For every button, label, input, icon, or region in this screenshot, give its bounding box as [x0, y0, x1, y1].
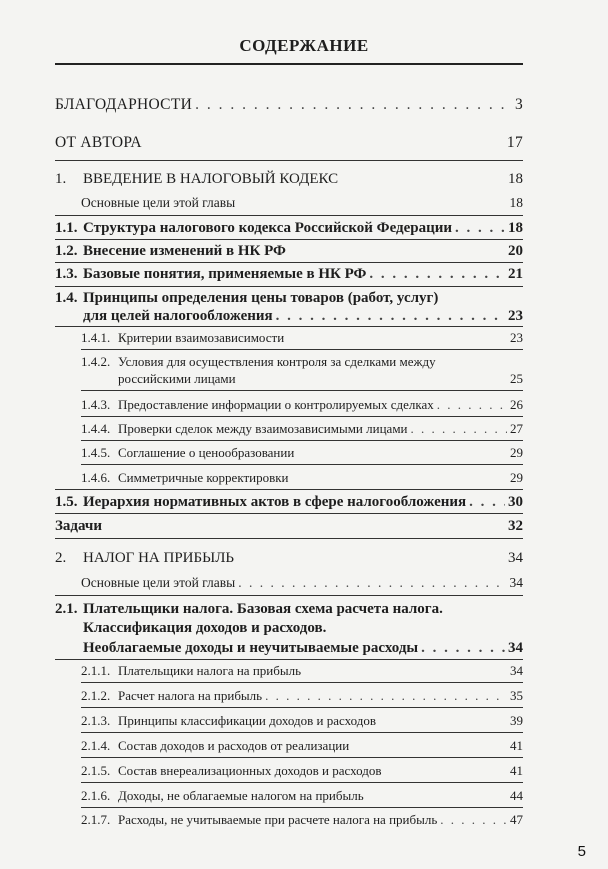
chapter-label: НАЛОГ НА ПРИБЫЛЬ — [83, 550, 234, 566]
divider — [55, 239, 523, 240]
divider — [81, 390, 523, 391]
subsection-number: 2.1.4. — [81, 738, 111, 753]
subsection-number: 1.4.4. — [81, 421, 111, 436]
toc-chapter-2[interactable] — [55, 550, 523, 567]
subsection-number: 2.1.3. — [81, 713, 111, 728]
section-page: 21 — [508, 266, 523, 282]
subsection-label-line2: российскими лицами — [118, 371, 236, 386]
subsection-label: Расчет налога на прибыль — [118, 688, 263, 703]
divider — [81, 440, 523, 441]
subsection-number: 2.1.6. — [81, 788, 111, 803]
section-number: 1.5. — [55, 494, 78, 510]
toc-section-2-1-cont2[interactable] — [83, 640, 523, 657]
subsection-number: 1.4.2. — [81, 354, 111, 369]
subsection-page: 35 — [510, 688, 523, 703]
toc-section-1-5[interactable] — [55, 494, 523, 511]
section-number: 1.1. — [55, 220, 78, 236]
toc-entry-chapter2-goals[interactable] — [81, 575, 523, 591]
subsection-label: Доходы, не облагаемые налогом на прибыль — [118, 788, 364, 803]
entry-page: 3 — [514, 96, 523, 113]
section-label-line3: Необлагаемые доходы и неучитываемые расходы — [83, 640, 419, 656]
subsection-page: 41 — [510, 738, 523, 753]
subsection-page: 23 — [510, 330, 523, 345]
divider — [81, 682, 523, 683]
divider — [81, 707, 523, 708]
dot-leader — [238, 575, 506, 591]
section-page: 34 — [508, 640, 523, 656]
dot-leader — [421, 640, 505, 657]
divider — [55, 262, 523, 263]
subsection-label: Расходы, не учитываемые при расчете налога на прибыль — [118, 812, 438, 827]
subsection-page: 25 — [510, 371, 523, 386]
section-label: Структура налогового кодекса Российской Федерации — [83, 220, 453, 236]
dot-leader — [469, 494, 505, 511]
toc-section-1-3[interactable] — [55, 266, 523, 283]
dot-leader — [276, 308, 505, 325]
dot-leader — [411, 421, 508, 437]
divider — [55, 215, 523, 216]
toc-section-1-1[interactable] — [55, 220, 523, 237]
toc-entry-acknowledgements[interactable] — [55, 96, 523, 114]
section-label: Базовые понятия, применяемые в НК РФ — [83, 266, 367, 282]
dot-leader — [437, 397, 507, 413]
divider — [81, 732, 523, 733]
title-rule — [55, 63, 523, 65]
chapter-number: 2. — [55, 550, 67, 566]
entry-label: БЛАГОДАРНОСТИ — [55, 96, 193, 113]
section-number: 1.2. — [55, 243, 78, 259]
chapter-page: 34 — [508, 550, 523, 566]
subsection-number: 2.1.1. — [81, 663, 111, 678]
subsection-page: 41 — [510, 763, 523, 778]
subsection-label: Плательщики налога на прибыль — [118, 663, 302, 678]
subsection-page: 26 — [510, 397, 523, 412]
subsection-label: Принципы классификации доходов и расходов — [118, 713, 377, 728]
divider — [81, 757, 523, 758]
dot-leader — [369, 266, 505, 283]
subsection-label: Соглашение о ценообразовании — [118, 445, 295, 460]
toc-section-2-1[interactable] — [55, 601, 523, 618]
divider — [55, 595, 523, 596]
toc-section-1-4[interactable] — [55, 290, 523, 307]
subsection-number: 1.4.6. — [81, 470, 111, 485]
divider — [81, 464, 523, 465]
dot-leader — [265, 688, 507, 704]
entry-page: 18 — [509, 195, 523, 210]
chapter-page: 18 — [508, 171, 523, 187]
subsection-number: 1.4.1. — [81, 330, 111, 345]
divider — [55, 489, 523, 490]
section-number: 1.4. — [55, 290, 78, 306]
subsection-label: Проверки сделок между взаимозависимыми лицами — [118, 421, 408, 436]
toc-entry-tasks[interactable] — [55, 518, 523, 535]
toc-subsection-2-1-6[interactable] — [81, 788, 523, 804]
divider — [55, 538, 523, 539]
subsection-label-line1: Условия для осуществления контроля за сделками между — [118, 354, 436, 369]
entry-page: 32 — [508, 518, 523, 534]
toc-entry-author-note[interactable] — [55, 134, 523, 152]
subsection-label: Состав доходов и расходов от реализации — [118, 738, 350, 753]
section-label-line2: для целей налогообложения — [83, 308, 273, 324]
divider — [55, 513, 523, 514]
divider — [81, 349, 523, 350]
subsection-label: Предоставление информации о контролируемых сделках — [118, 397, 434, 412]
section-page: 23 — [508, 308, 523, 324]
divider — [55, 286, 523, 287]
subsection-label: Состав внереализационных доходов и расходов — [118, 763, 382, 778]
entry-label: ОТ АВТОРА — [55, 134, 142, 151]
toc-section-1-4-cont[interactable] — [83, 308, 523, 325]
toc-chapter-1[interactable] — [55, 171, 523, 188]
subsection-page: 29 — [510, 445, 523, 460]
subsection-page: 39 — [510, 713, 523, 728]
toc-subsection-2-1-3[interactable] — [81, 713, 523, 729]
dot-leader — [195, 96, 512, 114]
subsection-number: 2.1.2. — [81, 688, 111, 703]
toc-subsection-1-4-5[interactable] — [81, 445, 523, 461]
subsection-page: 47 — [510, 812, 523, 827]
entry-page: 17 — [506, 134, 523, 151]
dot-leader — [455, 220, 505, 237]
subsection-label: Симметричные корректировки — [118, 470, 289, 485]
toc-section-1-2[interactable] — [55, 243, 523, 260]
section-page: 30 — [508, 494, 523, 510]
toc-subsection-1-4-1[interactable] — [81, 330, 523, 346]
toc-section-2-1-cont1[interactable] — [83, 620, 523, 637]
entry-label: Задачи — [55, 518, 103, 534]
section-number: 2.1. — [55, 601, 78, 617]
section-label: Иерархия нормативных актов в сфере налогообложения — [83, 494, 467, 510]
entry-label: Основные цели этой главы — [81, 575, 236, 590]
toc-subsection-2-1-2[interactable] — [81, 688, 523, 704]
section-page: 18 — [508, 220, 523, 236]
toc-subsection-1-4-6[interactable] — [81, 470, 523, 486]
divider — [81, 782, 523, 783]
chapter-number: 1. — [55, 171, 67, 187]
page-title: СОДЕРЖАНИЕ — [239, 36, 369, 55]
page-number: 5 — [577, 843, 586, 860]
toc-subsection-2-1-7[interactable] — [81, 812, 523, 828]
section-label: Внесение изменений в НК РФ — [83, 243, 286, 259]
subsection-page: 44 — [510, 788, 523, 803]
section-label-line1: Принципы определения цены товаров (работ, услуг) — [83, 290, 439, 306]
section-label-line2: Классификация доходов и расходов. — [83, 620, 327, 636]
toc-subsection-1-4-3[interactable] — [81, 397, 523, 413]
subsection-number: 1.4.5. — [81, 445, 111, 460]
subsection-label: Критерии взаимозависимости — [118, 330, 285, 345]
subsection-page: 27 — [510, 421, 523, 436]
divider — [55, 659, 523, 660]
subsection-number: 2.1.7. — [81, 812, 111, 827]
section-number: 1.3. — [55, 266, 78, 282]
section-page: 20 — [508, 243, 523, 259]
divider — [55, 160, 523, 161]
toc-subsection-2-1-5[interactable] — [81, 763, 523, 779]
subsection-page: 34 — [510, 663, 523, 678]
section-label-line1: Плательщики налога. Базовая схема расчета налога. — [83, 601, 443, 617]
subsection-number: 2.1.5. — [81, 763, 111, 778]
dot-leader — [440, 812, 507, 828]
toc-subsection-2-1-1[interactable] — [81, 663, 523, 679]
toc-subsection-1-4-2-cont[interactable] — [118, 371, 523, 387]
divider — [81, 416, 523, 417]
toc-subsection-2-1-4[interactable] — [81, 738, 523, 754]
entry-page: 34 — [509, 575, 523, 590]
toc-subsection-1-4-2[interactable] — [81, 354, 523, 370]
subsection-number: 1.4.3. — [81, 397, 111, 412]
chapter-label: ВВЕДЕНИЕ В НАЛОГОВЫЙ КОДЕКС — [83, 171, 339, 187]
divider — [81, 807, 523, 808]
entry-label: Основные цели этой главы — [81, 195, 236, 210]
toc-subsection-1-4-4[interactable] — [81, 421, 523, 437]
divider — [55, 326, 523, 327]
subsection-page: 29 — [510, 470, 523, 485]
toc-entry-chapter1-goals[interactable] — [81, 195, 523, 211]
